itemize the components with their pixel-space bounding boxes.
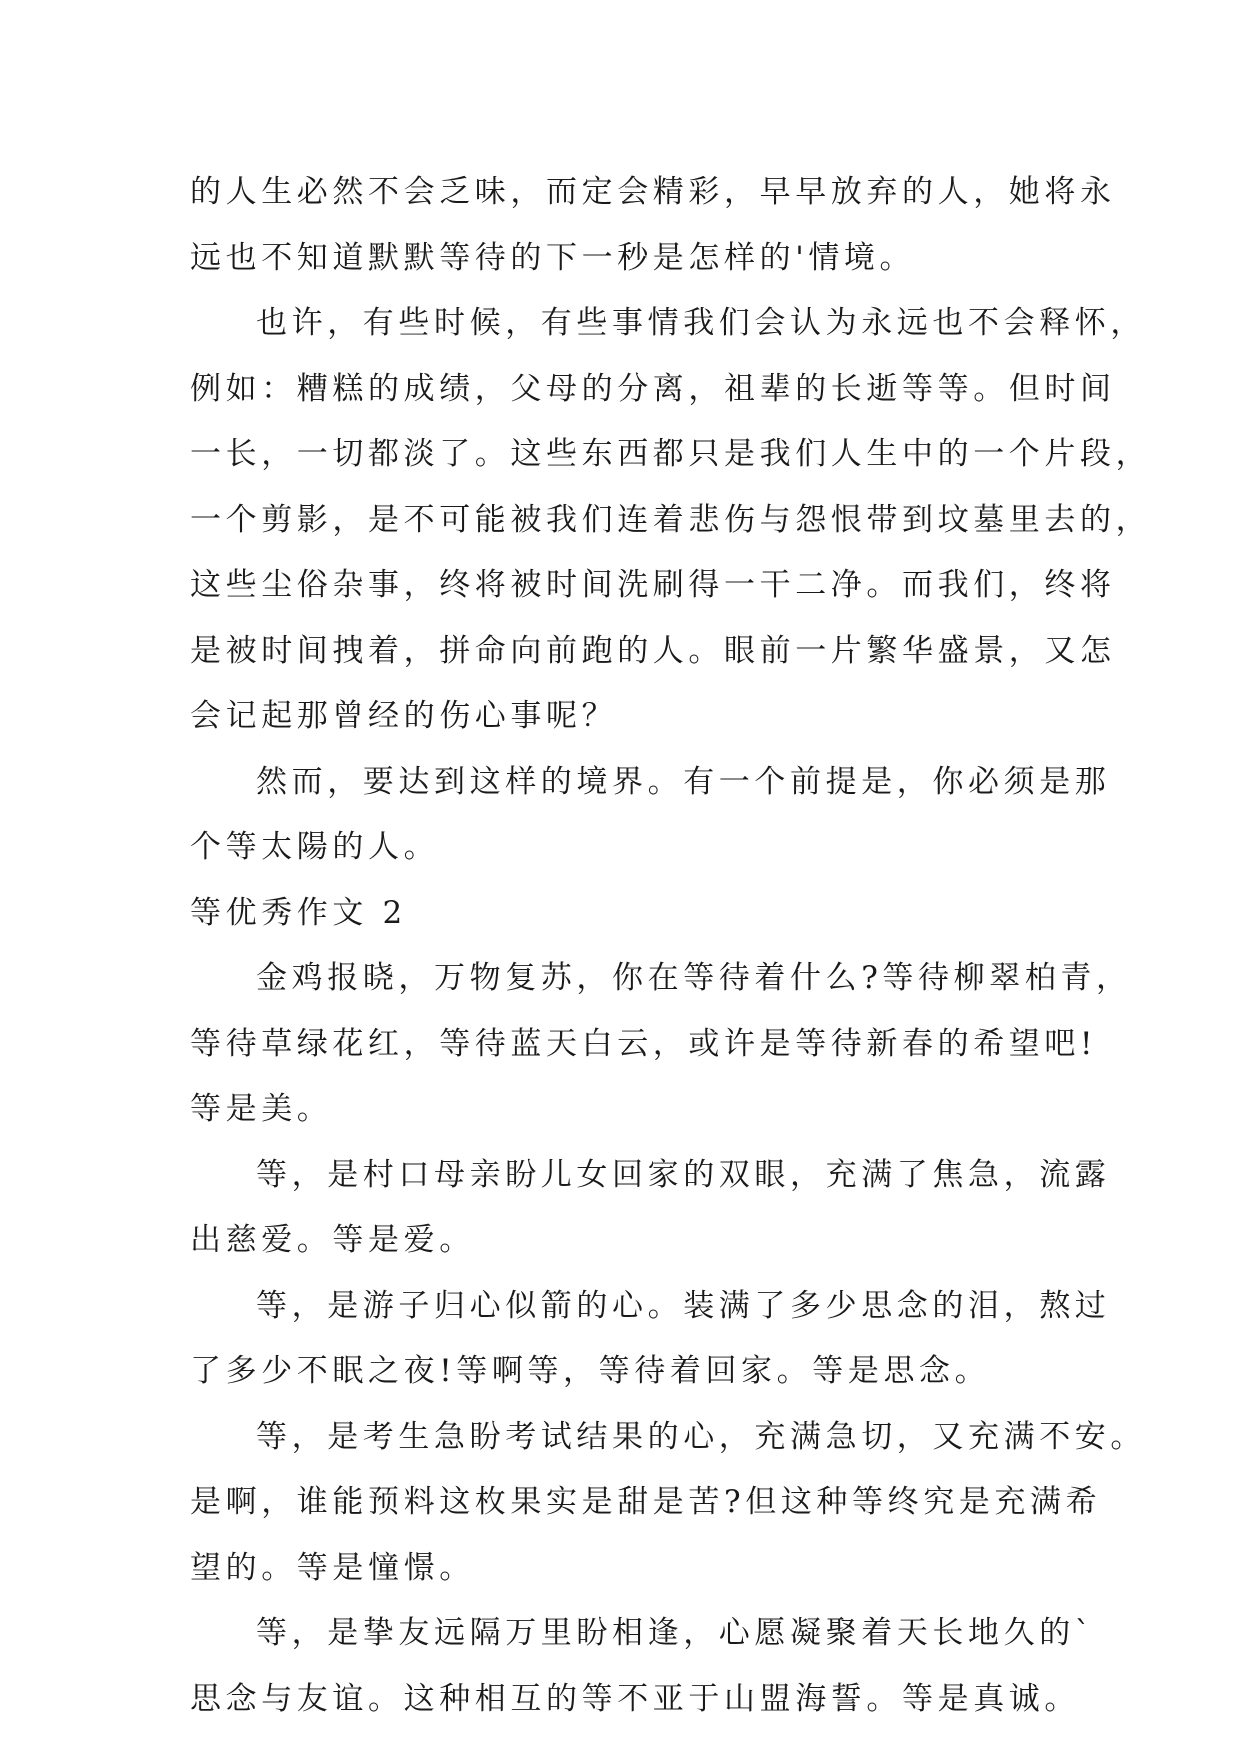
text-line: 这些尘俗杂事，终将被时间洗刷得一干二净。而我们，终将 [190,567,1116,603]
text-line: 一长，一切都淡了。这些东西都只是我们人生中的一个片段， [190,436,1152,472]
text-line: 望的。等是憧憬。 [190,1549,475,1586]
text-line: 金鸡报晓，万物复苏，你在等待着什么?等待柳翠柏青， [256,960,1132,996]
text-line: 是啊，谁能预料这枚果实是甜是苦?但这种等终究是充满希 [190,1484,1102,1520]
section-heading: 等优秀作文 2 [190,894,407,931]
text-line: 等是美。 [190,1091,333,1127]
text-line: 是被时间拽着，拼命向前跑的人。眼前一片繁华盛景，又怎 [190,632,1116,669]
text-line: 出慈爱。等是爱。 [190,1222,475,1258]
document-body [190,160,1152,1732]
text-line: 了多少不眠之夜!等啊等，等待着回家。等是思念。 [190,1353,991,1389]
text-line: 然而，要达到这样的境界。有一个前提是，你必须是那 [256,763,1111,800]
text-line: 等，是村口母亲盼儿女回家的双眼，充满了焦急，流露 [256,1156,1111,1193]
text-line: 会记起那曾经的伤心事呢？ [190,698,618,734]
text-line: 也许，有些时候，有些事情我们会认为永远也不会释怀， [256,305,1146,341]
text-line: 远也不知道默默等待的下一秒是怎样的'情境。 [190,239,916,276]
text-line: 一个剪影，是不可能被我们连着悲伤与怨恨带到坟墓里去的， [190,501,1152,538]
text-line: 个等太陽的人。 [190,829,440,865]
text-line: 等，是挚友远隔万里盼相逢，心愿凝聚着天长地久的` [256,1615,1095,1651]
text-line: 例如：糟糕的成绩，父母的分离，祖辈的长逝等等。但时间 [190,370,1116,407]
text-line: 的人生必然不会乏味，而定会精彩，早早放弃的人，她将永 [190,174,1116,210]
text-line: 思念与友谊。这种相互的等不亚于山盟海誓。等是真诚。 [190,1680,1080,1717]
text-line: 等，是游子归心似箭的心。装满了多少思念的泪，熬过 [256,1287,1111,1324]
text-line: 等，是考生急盼考试结果的心，充满急切，又充满不安。 [256,1418,1146,1455]
text-line: 等待草绿花红，等待蓝天白云，或许是等待新春的希望吧! [190,1025,1098,1062]
